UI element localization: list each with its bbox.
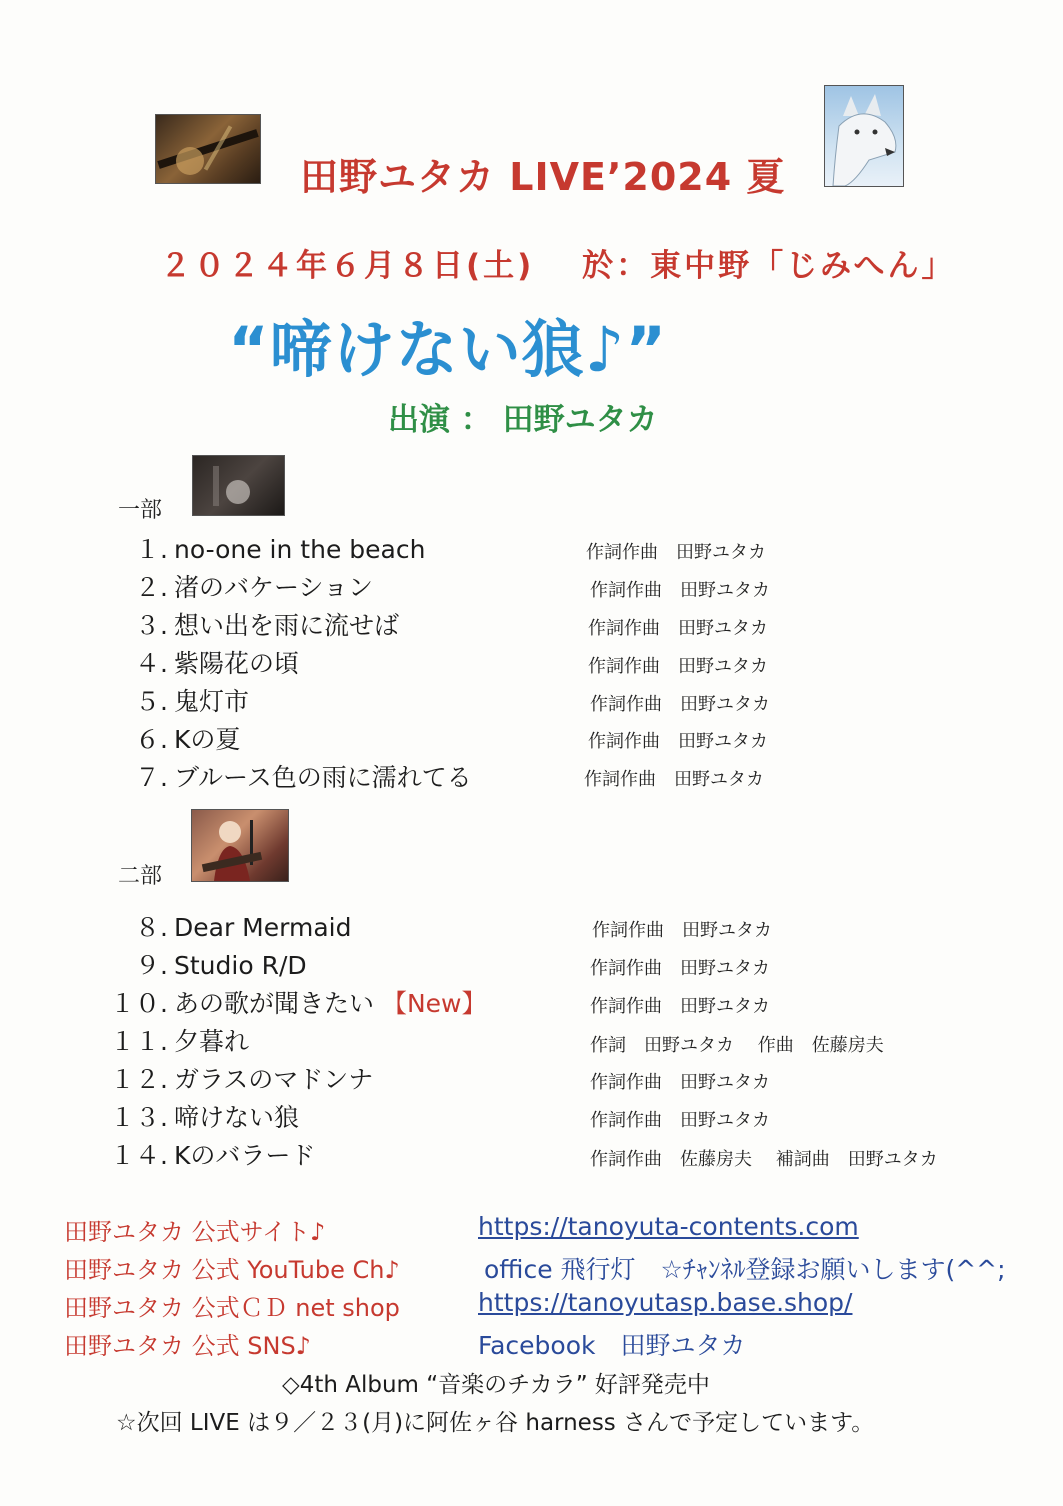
cd-shop-label: 田野ユタカ 公式ＣＤ net shop <box>64 1294 400 1322</box>
song-credit: 作詞作曲 田野ユタカ <box>584 769 764 790</box>
new-badge: 【New】 <box>381 989 487 1018</box>
song-number: ２. <box>135 573 168 602</box>
song-title: ガラスのマドンナ <box>174 1065 374 1094</box>
song-credit: 作詞作曲 田野ユタカ <box>590 694 770 715</box>
song-number: ７. <box>135 763 168 792</box>
performer: 出演 ： 田野ユタカ <box>388 402 658 438</box>
album-notice: ◇4th Album “音楽のチカラ” 好評発売中 <box>282 1372 710 1398</box>
song-credit: 作詞作曲 田野ユタカ <box>590 580 770 601</box>
song-title: 想い出を雨に流せば <box>174 611 400 640</box>
part1-photo <box>192 455 285 516</box>
event-title: 田野ユタカ LIVE’2024 夏 <box>300 155 786 199</box>
song-title: 紫陽花の頃 <box>174 649 300 678</box>
youtube-label: 田野ユタカ 公式 YouTube Ch♪ <box>64 1256 400 1284</box>
sns-label: 田野ユタカ 公式 SNS♪ <box>64 1332 311 1360</box>
song-credit: 作詞作曲 田野ユタカ <box>590 958 770 979</box>
youtube-channel[interactable]: office 飛行灯 ☆ﾁｬﾝﾈﾙ登録お願いします(^^; <box>484 1255 1006 1284</box>
song-title: Kのバラード <box>174 1141 316 1170</box>
song-credit: 作詞作曲 佐藤房夫 補詞曲 田野ユタカ <box>590 1149 938 1170</box>
song-row <box>106 1136 315 1172</box>
song-number: ５. <box>135 687 168 716</box>
song-title: no-one in the beach <box>174 535 426 564</box>
official-site-label: 田野ユタカ 公式サイト♪ <box>64 1218 326 1246</box>
part2-label: 二部 <box>118 864 163 889</box>
song-row <box>106 644 299 680</box>
song-row <box>106 720 240 756</box>
song-number: ４. <box>135 649 168 678</box>
song-row <box>106 682 249 718</box>
song-credit: 作詞作曲 田野ユタカ <box>588 656 768 677</box>
song-title: Studio R/D <box>174 951 307 980</box>
song-title: Dear Mermaid <box>174 913 352 942</box>
song-title: 渚のバケーション <box>174 573 374 602</box>
song-number: ９. <box>135 951 168 980</box>
song-title: Kの夏 <box>174 725 241 754</box>
song-row <box>106 946 307 982</box>
sns-link[interactable]: Facebook 田野ユタカ <box>478 1331 746 1360</box>
wolf-photo-art <box>825 86 903 186</box>
song-row <box>106 568 373 604</box>
part2-photo-art <box>192 810 288 881</box>
guitar-photo <box>155 114 261 184</box>
song-title: あの歌が聞きたい <box>174 989 375 1018</box>
song-number: １２. <box>110 1065 168 1094</box>
song-title: 鬼灯市 <box>174 687 250 716</box>
song-title: 啼けない狼 <box>174 1103 300 1132</box>
song-number: １０. <box>110 989 168 1018</box>
main-title: “啼けない狼♪” <box>228 313 668 386</box>
song-row <box>106 530 425 566</box>
song-row <box>106 606 399 642</box>
song-title: 夕暮れ <box>174 1027 250 1056</box>
song-credit: 作詞作曲 田野ユタカ <box>590 1072 770 1093</box>
song-credit: 作詞作曲 田野ユタカ <box>588 731 768 752</box>
song-number: １４. <box>110 1141 168 1170</box>
song-number: １. <box>135 535 168 564</box>
song-number: １３. <box>110 1103 168 1132</box>
song-row <box>106 908 351 944</box>
cd-shop-link[interactable]: https://tanoyutasp.base.shop/ <box>478 1288 853 1317</box>
song-credit: 作詞作曲 田野ユタカ <box>586 542 766 563</box>
song-row <box>106 758 472 794</box>
song-credit: 作詞作曲 田野ユタカ <box>592 920 772 941</box>
song-credit: 作詞 田野ユタカ 作曲 佐藤房夫 <box>590 1035 884 1056</box>
song-row <box>106 984 487 1020</box>
song-credit: 作詞作曲 田野ユタカ <box>590 1110 770 1131</box>
song-title: ブルース色の雨に濡れてる <box>174 763 472 792</box>
song-number: ３. <box>135 611 168 640</box>
song-row <box>106 1098 299 1134</box>
part1-label: 一部 <box>118 498 163 523</box>
part2-photo <box>191 809 289 882</box>
guitar-photo-art <box>156 115 260 183</box>
part1-photo-art <box>193 456 284 515</box>
official-site-link[interactable]: https://tanoyuta-contents.com <box>478 1212 859 1241</box>
song-row <box>106 1060 373 1096</box>
song-credit: 作詞作曲 田野ユタカ <box>588 618 768 639</box>
song-number: ６. <box>135 725 168 754</box>
song-row <box>106 1022 249 1058</box>
wolf-photo <box>824 85 904 187</box>
next-live-notice: ☆次回 LIVE は９／２３(月)に阿佐ヶ谷 harness さんで予定しています。 <box>116 1410 875 1436</box>
song-number: １１. <box>110 1027 168 1056</box>
date-venue: ２０２４年６月８日(土) 於：東中野「じみへん」 <box>160 248 956 284</box>
song-credit: 作詞作曲 田野ユタカ <box>590 996 770 1017</box>
song-number: ８. <box>135 913 168 942</box>
